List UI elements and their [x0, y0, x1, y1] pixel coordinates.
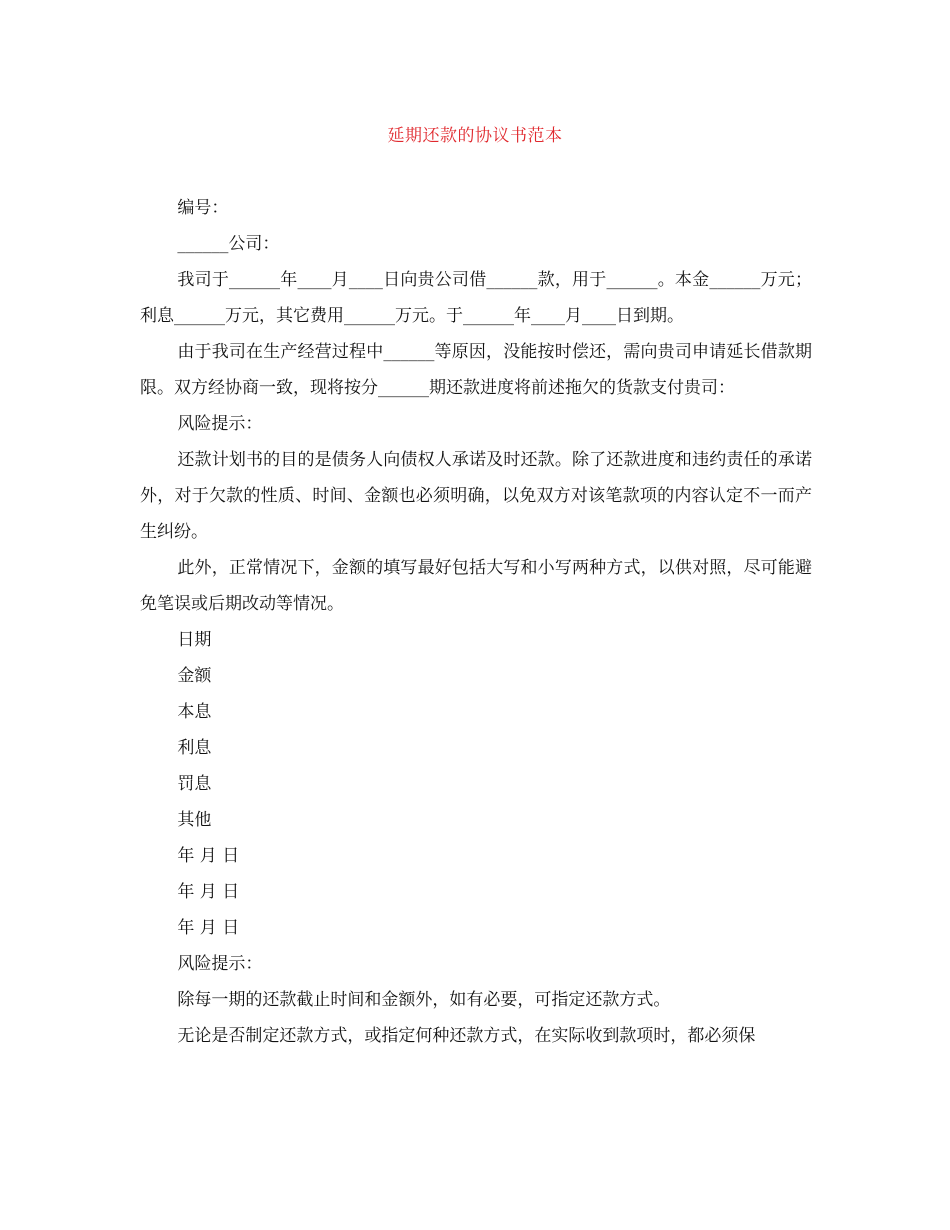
- date-line-2: 年 月 日: [177, 882, 240, 902]
- paragraph-loan-details: 我司于______年____月____日向贵公司借______款，用于______。本金______万元；利息______万元，其它费用______万元。于______年____月____日到期。: [140, 270, 812, 326]
- paragraph-repayment-receipt: 无论是否制定还款方式，或指定何种还款方式，在实际收到款项时，都必须保: [177, 1026, 756, 1046]
- list-item-other: 其他: [177, 810, 212, 830]
- document-title: 延期还款的协议书范本: [387, 126, 563, 146]
- list-item-principal-interest: 本息: [177, 702, 212, 722]
- paragraph-risk-amount-format: 此外，正常情况下，金额的填写最好包括大写和小写两种方式，以供对照，尽可能避免笔误或后期改动等情况。: [140, 558, 812, 614]
- paragraph-repayment-method: 除每一期的还款截止时间和金额外，如有必要，可指定还款方式。: [177, 990, 671, 1010]
- paragraph-risk-purpose: 还款计划书的目的是债务人向债权人承诺及时还款。除了还款进度和违约责任的承诺外，对于欠款的性质、时间、金额也必须明确，以免双方对该笔款项的内容认定不一而产生纠纷。: [140, 450, 812, 542]
- paragraph-serial-number: 编号：: [177, 198, 229, 218]
- list-item-date: 日期: [177, 630, 212, 650]
- paragraph-addressee: ______公司：: [177, 234, 280, 254]
- list-item-interest: 利息: [177, 738, 212, 758]
- paragraph-risk-heading-2: 风险提示：: [177, 954, 263, 974]
- document-body: [140, 190, 812, 1054]
- paragraph-extension-request: 由于我司在生产经营过程中______等原因，没能按时偿还，需向贵司申请延长借款期限。双方经协商一致，现将按分______期还款进度将前述拖欠的货款支付贵司：: [140, 342, 812, 398]
- paragraph-risk-heading-1: 风险提示：: [177, 414, 263, 434]
- list-item-penalty-interest: 罚息: [177, 774, 212, 794]
- date-line-3: 年 月 日: [177, 918, 240, 938]
- list-item-amount: 金额: [177, 666, 212, 686]
- date-line-1: 年 月 日: [177, 846, 240, 866]
